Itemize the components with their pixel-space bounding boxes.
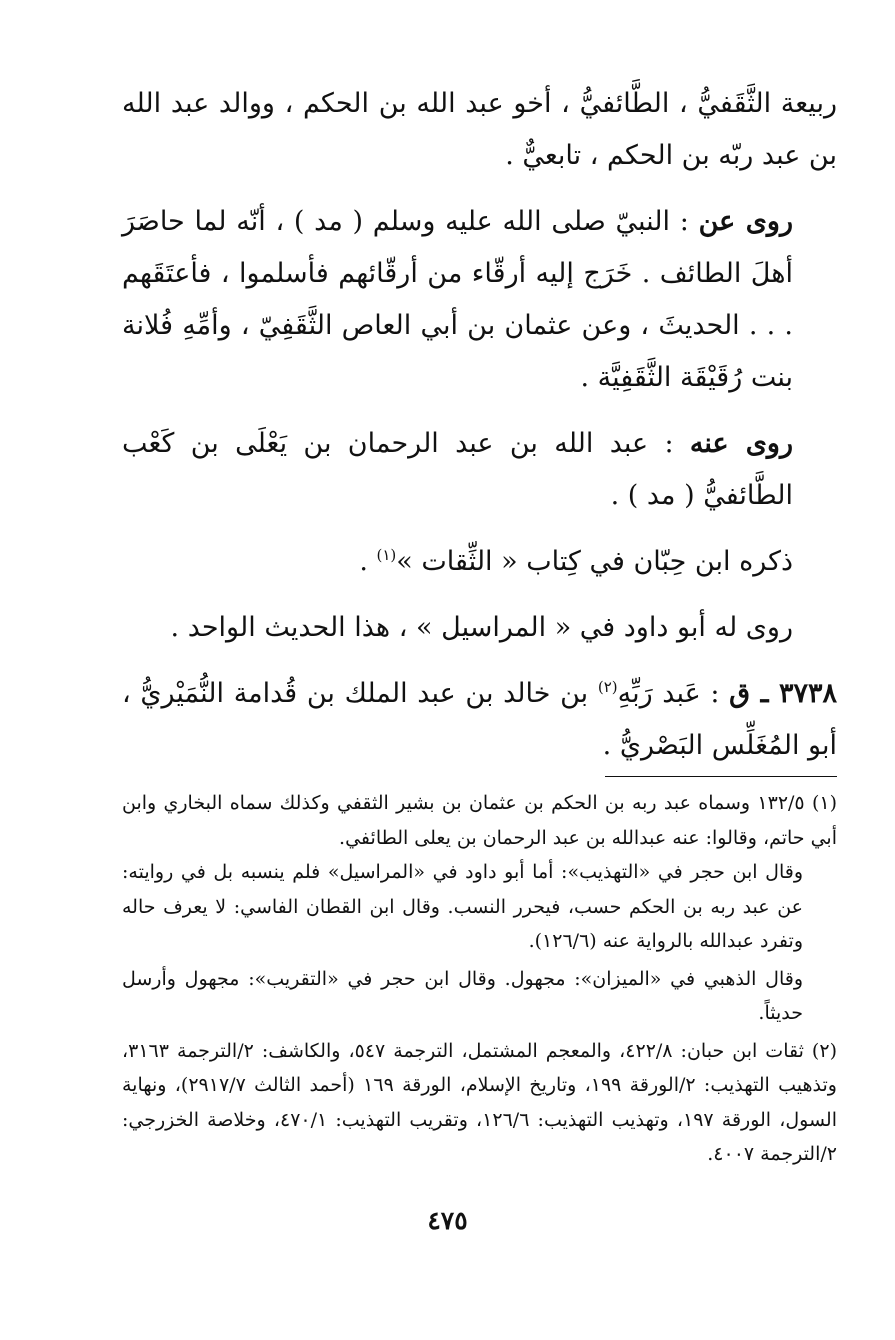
mention-text: ذكره ابن حِبّان في كِتاب « الثِّقات » <box>396 546 793 577</box>
entry-name: : عَبد رَبِّهِ <box>617 678 730 709</box>
narrated-from-paragraph <box>122 196 837 404</box>
footnote-2 <box>122 1034 837 1172</box>
entry-number: ٣٧٣٨ ـ ق <box>729 678 837 709</box>
narrated-from-text: : النبيّ صلى الله عليه وسلم ( مد ) ، أنّه لما حاصَرَ أهلَ الطائف . خَرَج إليه أرقّاء من أرقّائهم فأسلموا ، فأعتَقَهم . . . الحديثَ ، وعن عثمان بن أبي العاص الثَّقَفِيّ ، وأمِّهِ فُلانة بنت رُقَيْقَة الثَّقَفِيَّة . <box>122 206 793 393</box>
narrated-by-text: : عبد الله بن عبد الرحمان بن يَعْلَى بن كَعْب الطَّائفيُّ ( مد ) . <box>122 428 793 511</box>
footnote-ref-1[interactable]: (١) <box>376 546 397 564</box>
footnote-2-text: (٢) ثقات ابن حبان: ٤٢٢/٨، والمعجم المشتمل، الترجمة ٥٤٧، والكاشف: ٢/الترجمة ٣١٦٣، وتذهيب التهذيب: ٢/الورقة ١٩٩، وتاريخ الإسلام، الورقة ١٦٩ (أحمد الثالث ٢٩١٧/٧)، ونهاية السول، الورقة ١٩٧، وتهذيب التهذيب: ١٢٦/٦، وتقريب التهذيب: ٤٧٠/١، وخلاصة الخزرجي: ٢/الترجمة ٤٠٠٧. <box>122 1039 837 1165</box>
footnote-1-dhahabi: وقال الذهبي في «الميزان»: مجهول. وقال ابن حجر في «التقريب»: مجهول وأرسل حديثاً. <box>122 967 803 1024</box>
footnote-divider <box>605 776 837 777</box>
footnote-1-text: (١) ١٣٢/٥ وسماه عبد ربه بن الحكم بن عثمان بن بشير الثقفي وكذلك سماه البخاري وابن أبي حاتم، وقالوا: عنه عبدالله بن عبد الرحمان بن يعلى الطائفي. <box>122 792 838 849</box>
entry-paragraph <box>122 668 837 772</box>
footnote-1-ibn-hajar: وقال ابن حجر في «التهذيب»: أما أبو داود في «المراسيل» فلم ينسبه بل في روايته: عن عبد ربه بن الحكم حسب، فيحرر النسب. وقال ابن القطان الفاسي: لا يعرف حاله وتفرد عبدالله بالرواية عنه (١٢٦/٦). <box>122 861 803 952</box>
main-text <box>122 78 837 772</box>
footnote-1-continuation <box>122 855 837 959</box>
biography-paragraph <box>122 78 837 182</box>
mention-paragraph <box>122 536 837 588</box>
biography-text: ربيعة الثَّقَفيُّ ، الطَّائفيُّ ، أخو عبد الله بن الحكم ، ووالد عبد الله بن عبد ربّه بن الحكم ، تابعيٌّ . <box>122 88 837 171</box>
footnote-1 <box>122 786 837 855</box>
narration-paragraph <box>122 602 837 654</box>
narrated-by-label: روى عنه <box>689 428 794 459</box>
footnote-1-continuation <box>122 962 837 1031</box>
page-number: ٤٧٥ <box>427 1206 468 1235</box>
footnotes <box>122 786 837 1172</box>
narration-text: روى له أبو داود في « المراسيل » ، هذا الحديث الواحد . <box>170 612 793 643</box>
footnote-ref-2[interactable]: (٢) <box>597 678 618 696</box>
narrated-from-label: روى عن <box>698 206 793 237</box>
mention-end: . <box>359 546 377 577</box>
narrated-by-paragraph <box>122 418 837 522</box>
entry-text: بن خالد بن عبد الملك بن قُدامة النُّمَيْريُّ ، أبو المُغَلِّس البَصْريُّ . <box>122 678 837 761</box>
